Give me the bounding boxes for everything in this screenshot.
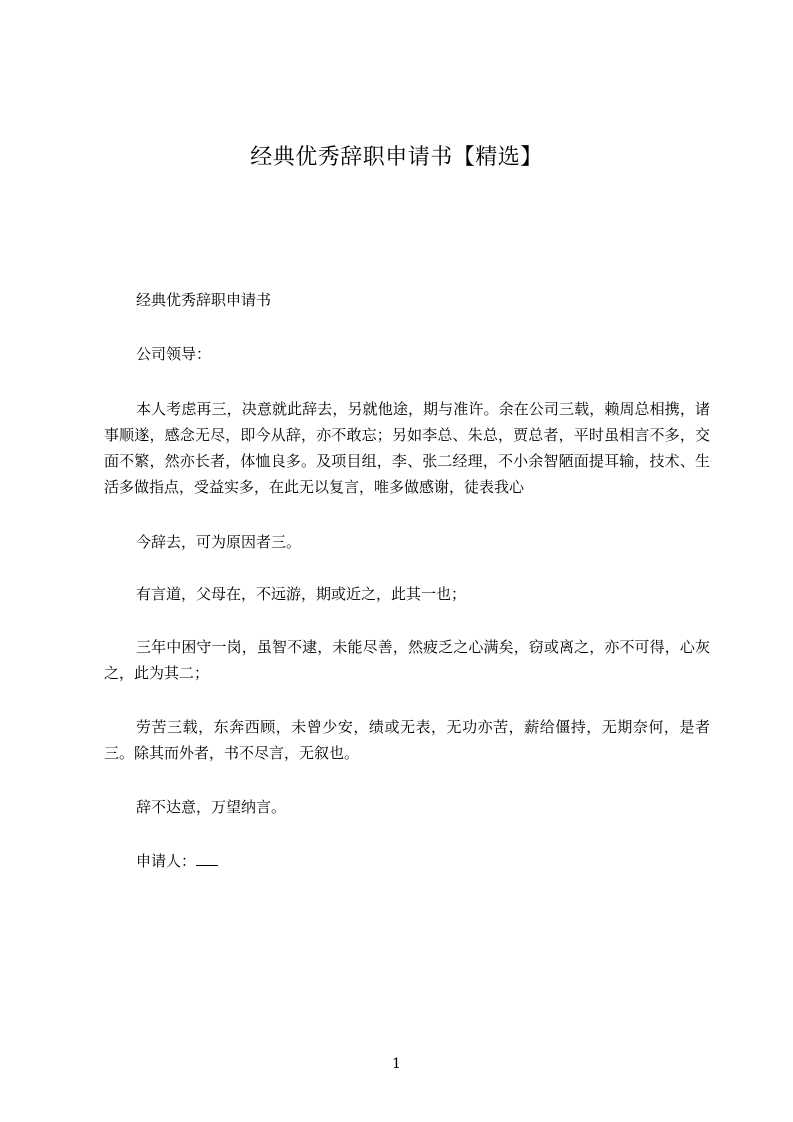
paragraph-reasons-intro: 今辞去，可为原因者三。 [136,533,302,551]
salutation: 公司领导： [136,345,212,363]
signature-line [104,848,710,874]
document-title: 经典优秀辞职申请书【精选】 [250,145,543,170]
signature-blank [196,851,218,866]
paragraph-reason-two: 三年中困守一岗，虽智不逮，未能尽善，然疲乏之心满矣，窃或离之，亦不可得，心灰之，此为其二； [104,638,710,682]
paragraph-reason-three: 劳苦三载，东奔西顾，未曾少安，绩或无表，无功亦苦，薪给僵持，无期奈何，是者三。除其而外者，书不尽言，无叙也。 [104,718,710,762]
paragraph-closing: 辞不达意，万望纳言。 [136,798,287,816]
page-number: 1 [392,1056,401,1072]
document-subtitle: 经典优秀辞职申请书 [136,291,272,309]
signature-label: 申请人： [136,852,197,870]
paragraph-reason-one: 有言道，父母在，不远游，期或近之，此其一也； [136,585,467,603]
paragraph-gratitude: 本人考虑再三，决意就此辞去，另就他途，期与准许。余在公司三载，赖周总相携，诸事顺遂，感念无尽，即今从辞，亦不敢忘；另如李总、朱总，贾总者，平时虽相言不多，交面不繁，然亦长者，体恤良多。及项目组，李、张二经理，不小余智陋面提耳输，技术、生活多做指点，受益实多，在此无以复言，唯多做感谢，徒表我心 [104,400,710,496]
